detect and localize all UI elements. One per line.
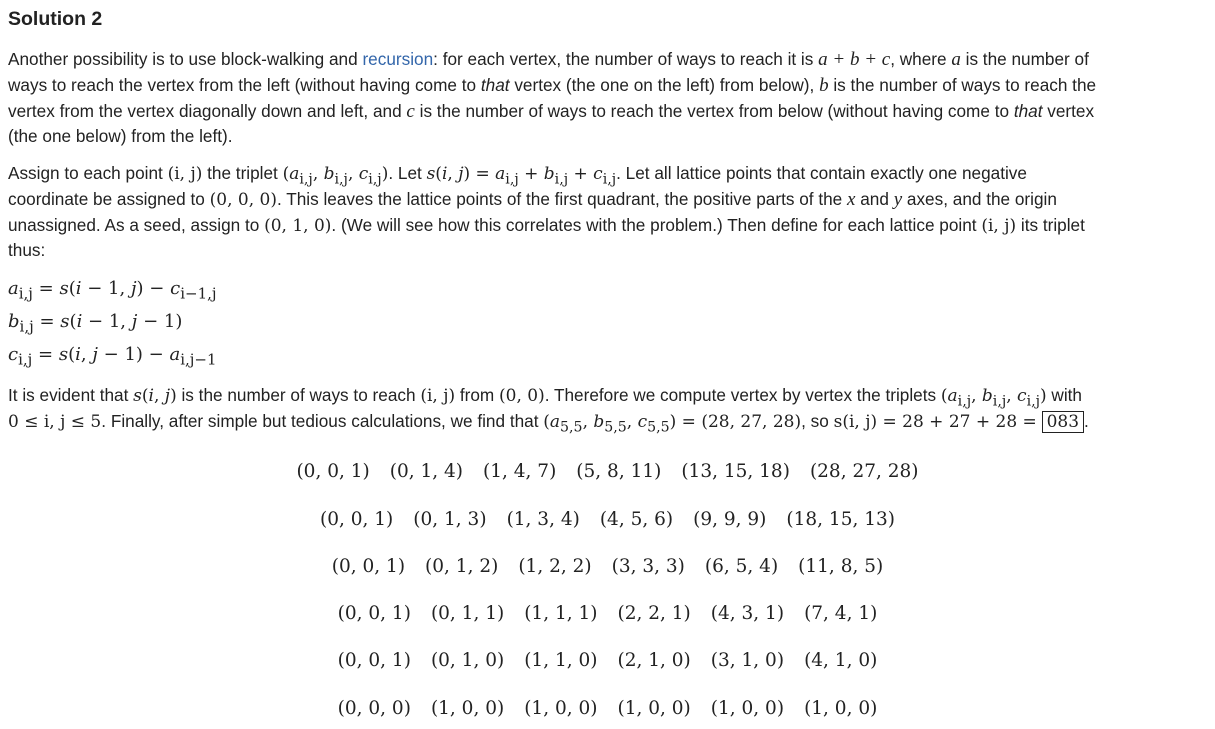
grid-cell: (1, 0, 0) <box>524 698 598 719</box>
math-000: (0, 0, 0) <box>209 189 277 210</box>
grid-row <box>0 551 1215 581</box>
grid-cell: (0, 1, 3) <box>413 509 487 530</box>
math-a: a <box>951 49 961 70</box>
solution-heading: Solution 2 <box>8 8 103 30</box>
math-y: y <box>893 188 903 210</box>
math-s-ij: s(i, j) <box>133 386 177 406</box>
text: Assign to each point <box>8 163 168 183</box>
text: ways to reach the vertex from the left (without having come to <box>8 74 481 95</box>
grid-cell: (0, 0, 1) <box>337 603 411 624</box>
math-point-ij: (i, j) <box>420 386 456 406</box>
grid-cell: (6, 5, 4) <box>704 556 779 577</box>
grid-cell: (9, 9, 9) <box>693 509 767 530</box>
grid-cell: (7, 4, 1) <box>804 603 878 624</box>
grid-cell: (2, 2, 1) <box>617 603 691 624</box>
math-s-def: s(i, $j) = a_{i,j} + b_{i,j} + c_{i,j}$ <box>426 164 617 188</box>
grid-cell: (13, 15, 18) <box>681 461 790 482</box>
text: is the number of ways to reach the <box>828 74 1097 95</box>
grid-cell: (4, 1, 0) <box>804 650 878 671</box>
grid-cell: (1, 2, 2) <box>518 556 592 577</box>
grid-cell: (1, 0, 0) <box>430 698 505 719</box>
text: and <box>855 188 894 209</box>
text: from <box>455 385 500 405</box>
text: . <box>1084 410 1089 431</box>
math-010: (0, 1, 0) <box>264 215 332 236</box>
text: vertex <box>1042 100 1095 121</box>
grid-cell: (18, 15, 13) <box>786 509 895 530</box>
grid-cell: (0, 1, 4) <box>389 461 464 482</box>
grid-cell: (4, 5, 6) <box>599 509 674 530</box>
text: , so <box>801 410 834 431</box>
grid-cell: (0, 0, 0) <box>337 698 411 719</box>
text: unassigned. As a seed, assign to <box>8 214 265 235</box>
math-x: x <box>847 188 856 210</box>
intro-paragraph <box>8 47 1208 150</box>
text: Another possibility is to use block-walking and <box>8 49 363 69</box>
equation-a: $a_{i,j} = s(i - 1$, $j) - c_{i-1,j}$ <box>8 278 217 303</box>
answer-box: 083 <box>1042 411 1084 433</box>
text: . Let all lattice points that contain exactly one negative <box>616 163 1027 183</box>
recurrence-equations <box>8 277 217 376</box>
text: its triplet <box>1016 214 1085 235</box>
math-origin: (0, 0) <box>499 386 545 406</box>
text: , where <box>890 49 952 69</box>
grid-cell: (1, 4, 7) <box>483 461 557 482</box>
text: with <box>1046 385 1082 405</box>
grid-row <box>0 504 1215 534</box>
text: It is evident that <box>8 385 134 405</box>
text: vertex (the one on the left) from below), <box>509 74 820 95</box>
math-triplet: ($a_{i,j}$, $b_{i,j}$, $c_{i,j}$) <box>282 164 389 188</box>
text: is the number of ways to reach the vertex from below (without having come to <box>414 100 1014 121</box>
grid-cell: (0, 1, 0) <box>430 650 505 671</box>
conclusion-paragraph <box>8 383 1208 435</box>
text: . Finally, after simple but tedious calculations, we find that <box>101 410 544 431</box>
grid-cell: (3, 3, 3) <box>611 556 685 577</box>
grid-cell: (4, 3, 1) <box>710 603 785 624</box>
grid-cell: (1, 0, 0) <box>710 698 785 719</box>
text: . Therefore we compute vertex by vertex the triplets <box>544 385 941 405</box>
text: . This leaves the lattice points of the first quadrant, the positive parts of the <box>276 188 848 209</box>
math-sum: s(i, j) = 28 + 27 + 28 = <box>833 411 1037 432</box>
text: coordinate be assigned to <box>8 188 210 209</box>
text: vertex from the vertex diagonally down and left, and <box>8 100 407 121</box>
grid-cell: (28, 27, 28) <box>809 461 919 482</box>
text: (the one below) from the left). <box>8 126 233 147</box>
math-triplet: ($a_{i,j}$, $b_{i,j}$, $c_{i,j}$) <box>940 386 1047 410</box>
grid-cell: (0, 0, 1) <box>296 461 370 482</box>
grid-row <box>0 693 1215 723</box>
grid-cell: (1, 1, 0) <box>524 650 598 671</box>
math-point-ij: (i, j) <box>981 215 1017 236</box>
text: is the number of <box>960 49 1089 69</box>
grid-cell: (0, 1, 2) <box>425 556 499 577</box>
grid-cell: (1, 0, 0) <box>617 698 691 719</box>
math-b: b <box>819 74 829 96</box>
grid-cell: (0, 0, 1) <box>320 509 394 530</box>
grid-cell: (3, 1, 0) <box>710 650 785 671</box>
grid-row <box>0 598 1215 628</box>
emphasis-that: that <box>1013 100 1043 121</box>
grid-cell: (2, 1, 0) <box>617 650 691 671</box>
grid-cell: (1, 0, 0) <box>804 698 878 719</box>
equation-c: $c_{i,j} = s(i$, $j - 1) - a_{i,j-1}$ <box>8 344 217 369</box>
math-abc: a + b + c <box>818 49 891 70</box>
grid-cell: (1, 3, 4) <box>506 509 580 530</box>
grid-cell: (0, 0, 1) <box>331 556 406 577</box>
text: is the number of ways to reach <box>176 385 421 405</box>
text: . (We will see how this correlates with the problem.) Then define for each lattice point <box>331 214 982 235</box>
grid-cell: (0, 0, 1) <box>337 650 411 671</box>
text: thus: <box>8 240 46 261</box>
math-range: 0 ≤ i, j ≤ 5 <box>8 411 102 432</box>
math-c: c <box>406 100 415 122</box>
grid-row <box>0 456 1215 486</box>
emphasis-that: that <box>480 74 510 95</box>
math-point-ij: (i, j) <box>167 164 203 184</box>
text: axes, and the origin <box>902 188 1057 209</box>
grid-cell: (5, 8, 11) <box>576 461 662 482</box>
equation-b: $b_{i,j} = s(i - 1$, j − 1) <box>8 311 183 336</box>
math-final-triplet: ($a_{5,5}$, $b_{5,5}$, $c_{5,5}) = (28$, 27, 28) <box>543 411 802 436</box>
grid-cell: (11, 8, 5) <box>798 556 884 577</box>
recursion-link[interactable]: recursion <box>362 49 434 69</box>
text: the triplet <box>202 163 283 183</box>
setup-paragraph <box>8 161 1208 264</box>
grid-cell: (0, 1, 1) <box>430 603 505 624</box>
text: : for each vertex, the number of ways to reach it is <box>433 49 819 69</box>
text: . Let <box>388 163 427 183</box>
grid-row <box>0 645 1215 675</box>
grid-cell: (1, 1, 1) <box>524 603 598 624</box>
